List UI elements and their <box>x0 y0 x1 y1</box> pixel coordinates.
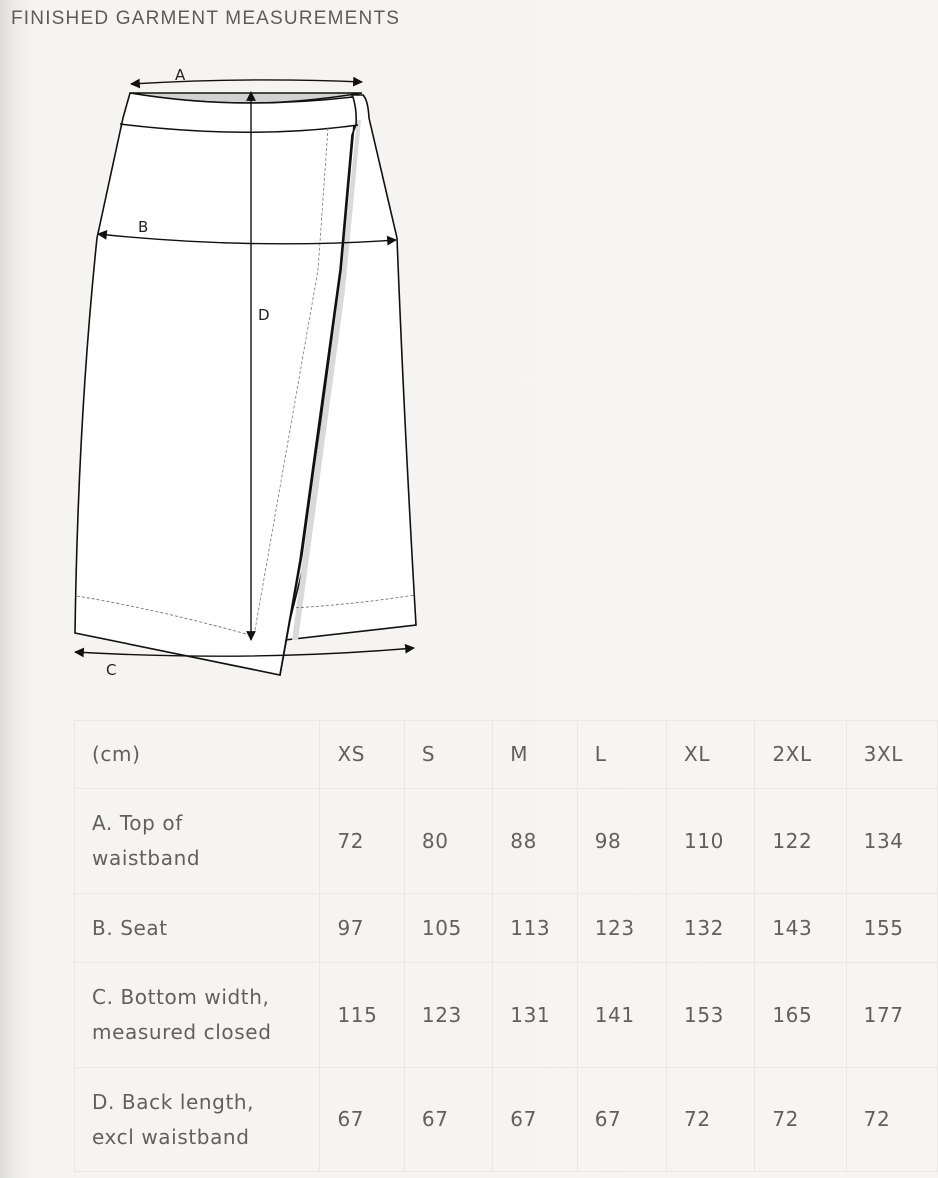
size-header: L <box>577 721 666 789</box>
table-header-row <box>75 721 938 789</box>
skirt-diagram <box>0 0 470 700</box>
table-cell: 141 <box>577 963 666 1068</box>
table-cell: 72 <box>667 1068 755 1172</box>
table-cell: 72 <box>320 789 404 894</box>
label-b: B <box>138 218 149 236</box>
page-title: FINISHED GARMENT MEASUREMENTS <box>11 8 401 29</box>
size-header: 3XL <box>846 721 937 789</box>
row-label-line: excl waistband <box>92 1124 250 1149</box>
table-cell: 115 <box>320 963 404 1068</box>
table-cell: 113 <box>493 894 577 963</box>
table-cell: 177 <box>846 963 937 1068</box>
row-label-line: D. Back length, <box>92 1089 255 1114</box>
table-cell: 123 <box>404 963 492 1068</box>
table-cell: 110 <box>667 789 755 894</box>
table-row <box>75 894 938 963</box>
size-header: S <box>404 721 492 789</box>
table-cell: 143 <box>755 894 846 963</box>
table-cell: 134 <box>846 789 937 894</box>
table-cell: 155 <box>846 894 937 963</box>
table-cell: 122 <box>755 789 846 894</box>
row-label <box>75 789 320 894</box>
table-cell: 132 <box>667 894 755 963</box>
table-cell: 72 <box>755 1068 846 1172</box>
label-d: D <box>258 306 270 324</box>
table-cell: 123 <box>577 894 666 963</box>
size-header: 2XL <box>755 721 846 789</box>
size-header: XS <box>320 721 404 789</box>
label-a: A <box>175 66 186 84</box>
table-row <box>75 963 938 1068</box>
table-cell: 67 <box>320 1068 404 1172</box>
table-cell: 97 <box>320 894 404 963</box>
table-cell: 67 <box>493 1068 577 1172</box>
unit-label: (cm) <box>75 721 320 789</box>
table-cell: 67 <box>404 1068 492 1172</box>
table-cell: 80 <box>404 789 492 894</box>
table-cell: 153 <box>667 963 755 1068</box>
table-cell: 98 <box>577 789 666 894</box>
size-header: XL <box>667 721 755 789</box>
table-cell: 165 <box>755 963 846 1068</box>
row-label-line: A. Top of <box>92 811 183 835</box>
table-cell: 72 <box>846 1068 937 1172</box>
size-header: M <box>493 721 577 789</box>
table-cell: 105 <box>404 894 492 963</box>
table-cell: 131 <box>493 963 577 1068</box>
table-cell: 88 <box>493 789 577 894</box>
row-label <box>75 1068 320 1172</box>
table-row <box>75 1068 938 1172</box>
row-label <box>75 963 320 1068</box>
row-label-line: waistband <box>92 846 201 870</box>
measurements-table <box>74 720 938 1172</box>
row-label-line: C. Bottom width, <box>92 985 270 1009</box>
measurement-a-arrow <box>131 66 362 84</box>
label-c: C <box>106 661 117 679</box>
table-row <box>75 789 938 894</box>
table-cell: 67 <box>577 1068 666 1172</box>
row-label-line: measured closed <box>92 1020 272 1044</box>
row-label: B. Seat <box>75 894 320 963</box>
